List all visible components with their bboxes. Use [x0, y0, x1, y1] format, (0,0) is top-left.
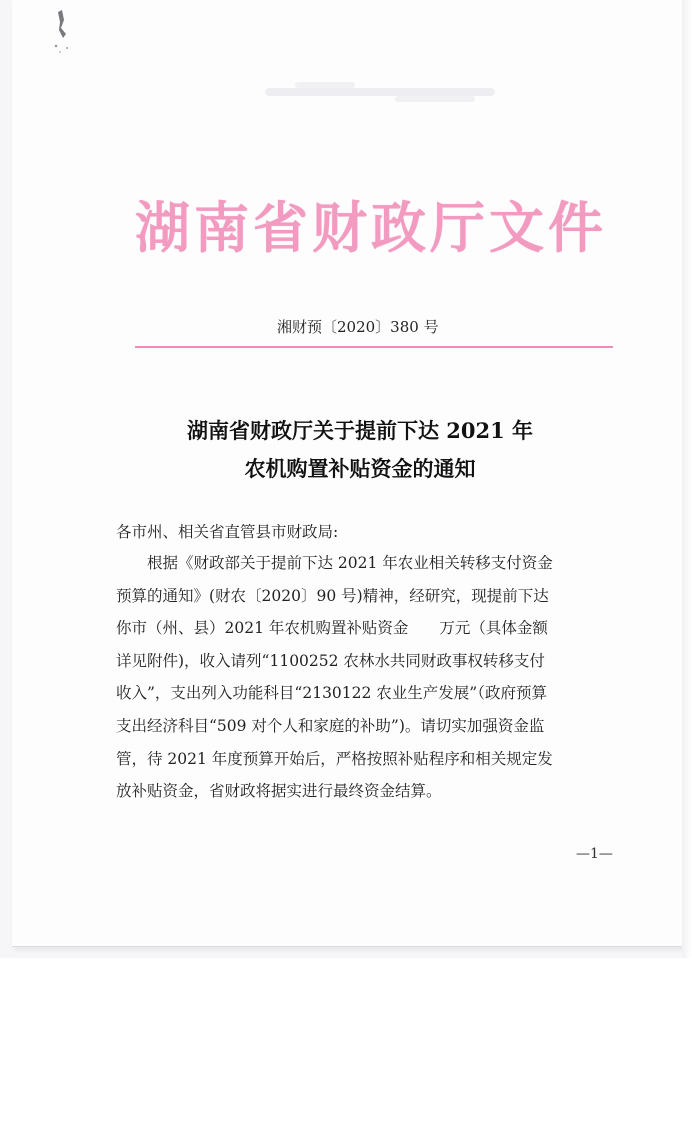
body-line: 详见附件)，收入请列“1100252 农林水共同财政事权转移支付	[116, 651, 545, 670]
faint-stamp-bleedthrough	[265, 78, 495, 108]
body-line: 放补贴资金，省财政将据实进行最终资金结算。	[116, 782, 442, 801]
scan-artifact-mark	[52, 8, 74, 56]
notice-title	[110, 412, 610, 488]
body-line: 管，待 2021 年度预算开始后，严格按照补贴程序和相关规定发	[116, 749, 553, 768]
body-line: 根据《财政部关于提前下达 2021 年农业相关转移支付资金	[147, 554, 553, 572]
document-number: 湘财预〔2020〕380 号	[277, 318, 439, 336]
page-edge	[682, 0, 692, 958]
body-paragraph	[116, 547, 614, 808]
body-line: 收入”，支出列入功能科目“2130122 农业生产发展”（政府预算	[116, 684, 547, 703]
salutation: 各市州、相关省直管县市财政局:	[116, 523, 339, 541]
notice-title-line: 湖南省财政厅关于提前下达 2021 年	[186, 418, 534, 443]
body-line: 支出经济科目“509 对个人和家庭的补助”)。请切实加强资金监	[116, 716, 545, 735]
document-header-title: 湖南省财政厅文件	[135, 196, 608, 260]
body-line: 你市（州、县）2021 年农机购置补贴资金 万元（具体金额	[116, 619, 548, 638]
red-separator-line	[135, 346, 613, 348]
notice-title-line: 农机购置补贴资金的通知	[244, 456, 476, 481]
page-number: —1—	[576, 846, 613, 862]
body-line: 预算的通知》(财农〔2020〕90 号)精神，经研究，现提前下达	[116, 586, 549, 605]
